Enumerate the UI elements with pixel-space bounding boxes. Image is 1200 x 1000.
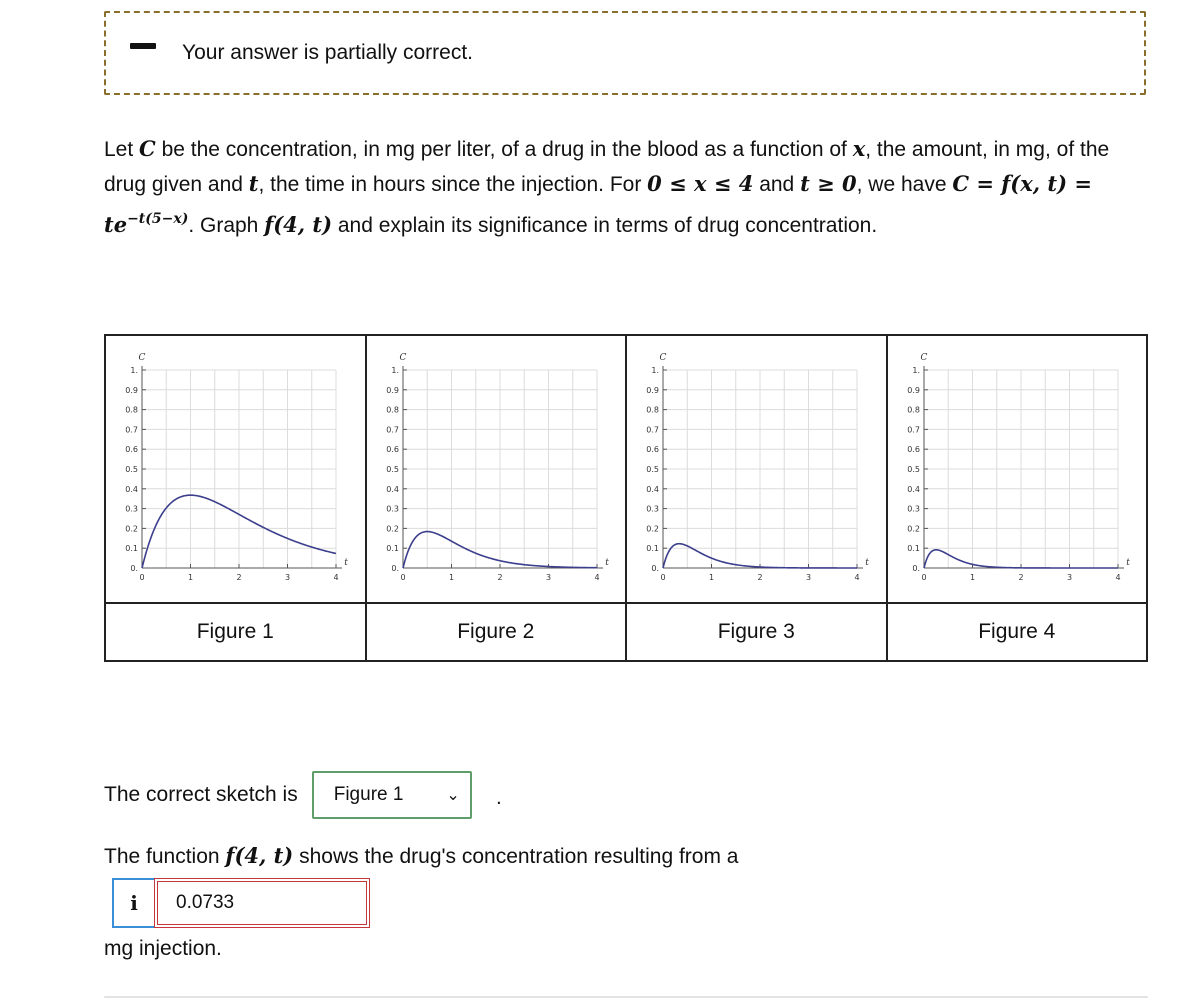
figure-cell[interactable] (887, 335, 1148, 603)
feedback-banner (104, 11, 1146, 95)
figure-cell[interactable] (626, 335, 887, 603)
feedback-message: Your answer is partially correct. (182, 41, 474, 64)
y-tick-label: 0.2 (125, 524, 138, 534)
question-part: and (753, 173, 801, 196)
y-tick-label: 0.5 (385, 465, 399, 474)
x-tick-label: 1 (969, 573, 975, 582)
figure-label: Figure 4 (887, 603, 1148, 661)
injection-unit-text: mg injection. (104, 937, 222, 960)
figure-label: Figure 2 (366, 603, 627, 661)
y-tick-label: 0.2 (385, 524, 399, 534)
x-tick-label: 2 (1017, 573, 1024, 582)
math-exponent: −t(5−x) (127, 211, 189, 227)
x-axis-label: t (344, 558, 348, 568)
y-tick-label: 1. (130, 366, 138, 375)
y-tick-label: 0.7 (125, 425, 138, 435)
y-tick-label: 0.5 (125, 465, 138, 474)
graph-1 (106, 336, 362, 602)
y-tick-label: 0.7 (646, 425, 659, 435)
x-tick-label: 4 (593, 573, 600, 582)
x-tick-label: 0 (920, 573, 927, 582)
x-tick-label: 1 (708, 573, 715, 582)
injection-amount-input[interactable] (154, 878, 370, 928)
x-axis-label: t (1125, 558, 1130, 568)
x-tick-label: 3 (284, 573, 291, 582)
sketch-answer-row (104, 770, 472, 820)
y-tick-label: 0.1 (385, 544, 399, 554)
question-part: , we have (856, 173, 953, 196)
math-function: f(4, t) (225, 843, 294, 868)
figure-cell[interactable] (366, 335, 627, 603)
partial-correct-icon (130, 43, 156, 49)
y-tick-label: 0.5 (906, 465, 920, 474)
question-part: , the amount, in mg, of the drug given and (104, 138, 1110, 196)
y-axis-label: C (920, 353, 927, 363)
y-tick-label: 0.9 (125, 385, 138, 395)
question-text (104, 132, 1144, 243)
graph-3 (627, 336, 883, 602)
y-tick-label: 0.2 (646, 524, 659, 534)
y-tick-label: 1. (651, 366, 659, 375)
graph-4 (888, 336, 1144, 602)
y-axis-label: C (659, 353, 667, 363)
figure-table (104, 334, 1148, 662)
y-tick-label: 0.1 (906, 544, 920, 554)
x-tick-label: 1 (187, 573, 194, 582)
y-tick-label: 0.9 (646, 385, 659, 395)
y-tick-label: 0.4 (125, 484, 138, 494)
x-tick-label: 2 (496, 573, 503, 582)
answer-text-part: shows the drug's concentration resulting from a (293, 845, 739, 868)
figure-select-value: Figure 1 (333, 784, 404, 805)
y-axis-label: C (399, 353, 406, 363)
math-condition-x: 0 ≤ x ≤ 4 (647, 171, 754, 196)
y-tick-label: 0.7 (385, 425, 399, 435)
x-tick-label: 3 (805, 573, 812, 582)
x-tick-label: 4 (1114, 573, 1121, 582)
y-tick-label: 0.4 (385, 484, 399, 494)
x-tick-label: 4 (333, 573, 339, 582)
question-part: and explain its significance in terms of drug concentration. (332, 214, 878, 237)
info-icon[interactable]: i (112, 878, 154, 928)
graph-2 (367, 336, 623, 602)
x-tick-label: 4 (854, 573, 860, 582)
y-tick-label: 1. (390, 366, 399, 375)
x-tick-label: 0 (660, 573, 666, 582)
bottom-divider (104, 996, 1148, 998)
y-tick-label: 0.9 (906, 385, 920, 395)
math-t: t (248, 171, 259, 196)
x-tick-label: 3 (1066, 573, 1072, 582)
y-tick-label: 0.7 (906, 425, 920, 435)
y-tick-label: 0.1 (125, 544, 138, 554)
y-axis-label: C (138, 353, 146, 363)
y-tick-label: 0.3 (906, 504, 920, 514)
y-tick-label: 0.3 (385, 504, 399, 514)
figure-cell[interactable] (105, 335, 366, 603)
chevron-down-icon: ⌄ (446, 787, 460, 804)
math-condition-t: t ≥ 0 (800, 171, 857, 196)
x-axis-label: t (604, 558, 609, 568)
x-tick-label: 1 (448, 573, 454, 582)
math-C: C (139, 136, 156, 161)
y-tick-label: 0.3 (125, 504, 138, 514)
y-tick-label: 0.6 (646, 445, 659, 455)
y-tick-label: 0. (651, 564, 659, 573)
y-tick-label: 0.4 (646, 484, 659, 494)
y-tick-label: 0.1 (646, 544, 659, 554)
y-tick-label: 0.8 (646, 405, 659, 415)
figure-label: Figure 3 (626, 603, 887, 661)
math-formula: C = f(x, t) = te (104, 171, 1092, 237)
y-tick-label: 0.6 (906, 445, 920, 455)
x-tick-label: 0 (139, 573, 145, 582)
injection-answer-text (104, 843, 739, 869)
y-tick-label: 0.8 (385, 405, 399, 415)
y-tick-label: 0.9 (385, 385, 399, 395)
y-tick-label: 0.2 (906, 524, 920, 534)
question-part: Let (104, 138, 140, 161)
question-part: . Graph (188, 214, 265, 237)
y-tick-label: 0.6 (385, 445, 399, 455)
y-tick-label: 0.5 (646, 465, 659, 474)
y-tick-label: 0. (130, 564, 138, 573)
y-tick-label: 0. (911, 564, 920, 573)
y-tick-label: 0.3 (646, 504, 659, 514)
x-axis-label: t (865, 558, 869, 568)
figure-select[interactable] (312, 771, 472, 819)
x-tick-label: 0 (399, 573, 406, 582)
y-tick-label: 0.6 (125, 445, 138, 455)
y-tick-label: 0.8 (125, 405, 138, 415)
y-tick-label: 1. (911, 366, 920, 375)
injection-input-group (112, 878, 370, 928)
question-part: be the concentration, in mg per liter, of a drug in the blood as a function of (155, 138, 853, 161)
sketch-answer-suffix: . (496, 786, 502, 809)
math-x: x (852, 136, 866, 161)
y-tick-label: 0.4 (906, 484, 920, 494)
y-tick-label: 0. (390, 564, 399, 573)
x-tick-label: 3 (545, 573, 551, 582)
figure-label: Figure 1 (105, 603, 366, 661)
math-graph-function: f(4, t) (264, 212, 333, 237)
question-part: , the time in hours since the injection. For (258, 173, 648, 196)
answer-text-part: The function (104, 845, 226, 868)
x-tick-label: 2 (236, 573, 242, 582)
x-tick-label: 2 (757, 573, 763, 582)
sketch-answer-prefix: The correct sketch is (104, 783, 298, 806)
y-tick-label: 0.8 (906, 405, 920, 415)
